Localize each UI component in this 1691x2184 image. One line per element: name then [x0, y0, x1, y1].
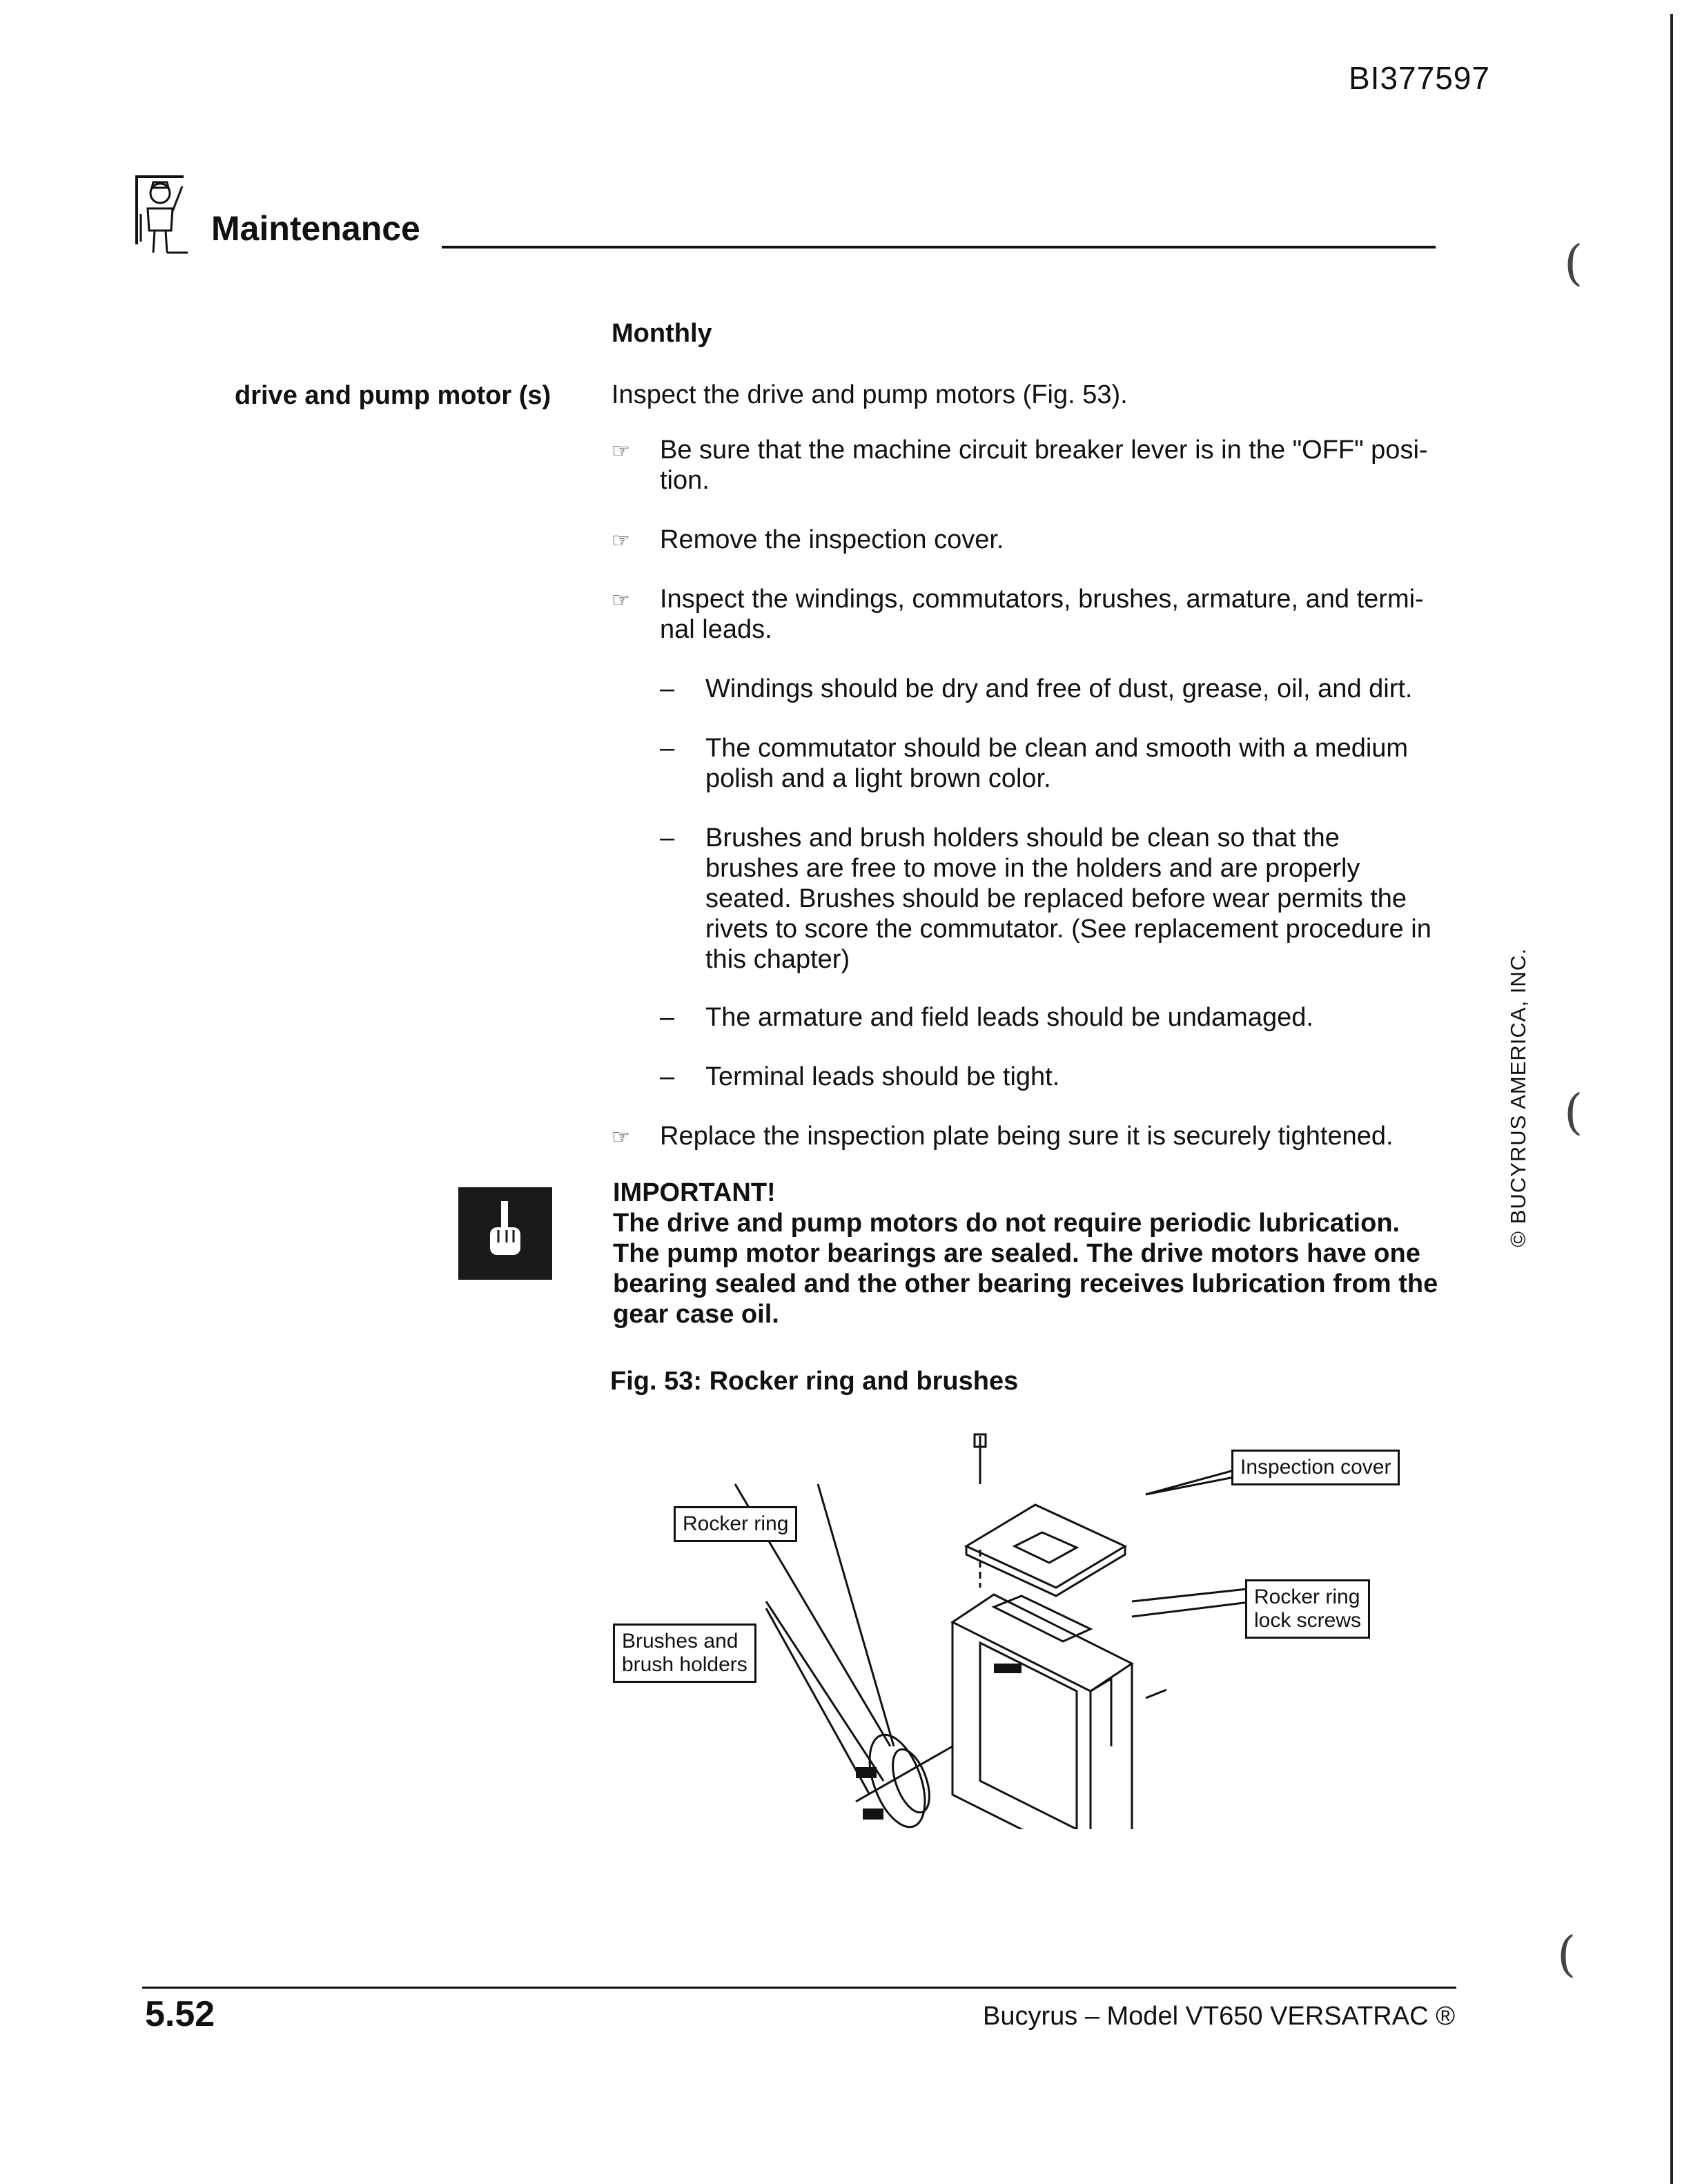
important-note	[613, 1178, 1441, 1329]
binding-mark: (	[1564, 1084, 1583, 1140]
copyright-notice: © BUCYRUS AMERICA, INC.	[1506, 948, 1530, 1247]
callout-inspection-cover: Inspection cover	[1231, 1450, 1400, 1485]
pointing-finger-icon: ☞	[612, 440, 630, 462]
important-text: The drive and pump motors do not require periodic lubrication. The pump motor bearings are sealed. The drive motors have one bearing sealed and the other bearing receives lubrication from the gear case oil.	[613, 1209, 1438, 1329]
pointing-hand-icon	[458, 1187, 552, 1280]
mechanic-icon	[133, 173, 189, 255]
page-number: 5.52	[145, 1994, 215, 2034]
footer-rule	[142, 1987, 1456, 1989]
callout-rocker-ring: Rocker ring	[674, 1506, 797, 1542]
footer-model: Bucyrus – Model VT650 VERSATRAC ®	[983, 2002, 1456, 2031]
figure-caption: Fig. 53: Rocker ring and brushes	[610, 1367, 1019, 1396]
motor-diagram	[607, 1422, 1422, 1829]
binding-mark: (	[1557, 1926, 1576, 1982]
section-title: Maintenance	[211, 209, 420, 248]
callout-rocker-ring-lock-screws: Rocker ring lock screws	[1245, 1579, 1370, 1639]
side-label: drive and pump motor (s)	[235, 381, 551, 410]
callout-brushes-and-holders: Brushes and brush holders	[613, 1624, 756, 1683]
intro-text: Inspect the drive and pump motors (Fig. 53).	[612, 380, 1128, 409]
important-heading: IMPORTANT!	[613, 1178, 776, 1207]
page-edge-line	[1670, 14, 1673, 2184]
title-rule	[442, 246, 1436, 248]
subsection-heading: Monthly	[612, 319, 712, 348]
pointing-finger-icon: ☞	[612, 1126, 630, 1149]
pointing-finger-icon: ☞	[612, 529, 630, 552]
document-id: BI377597	[1349, 60, 1490, 96]
pointing-finger-icon: ☞	[612, 589, 630, 612]
binding-mark: (	[1564, 235, 1583, 291]
